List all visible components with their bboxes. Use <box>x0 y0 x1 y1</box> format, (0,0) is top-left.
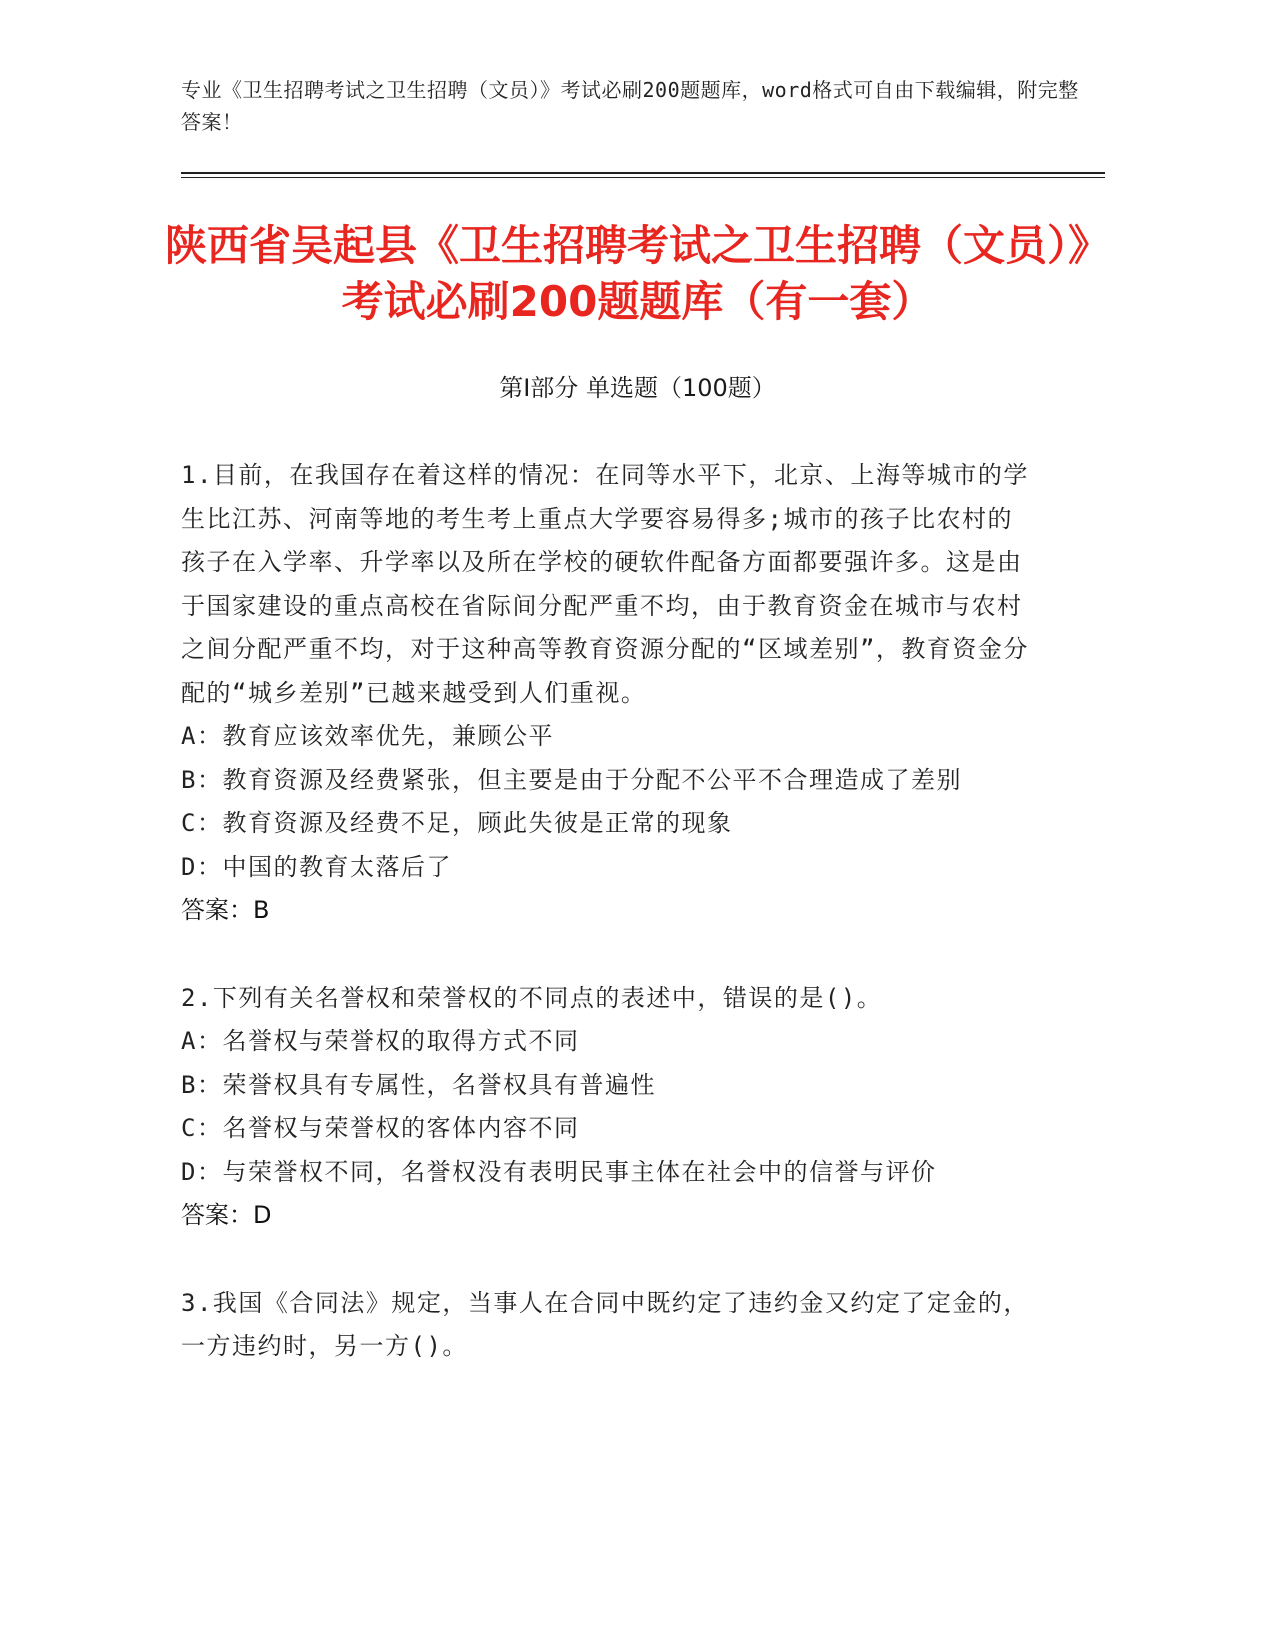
option-d: D：与荣誉权不同，名誉权没有表明民事主体在社会中的信誉与评价 <box>181 1157 937 1186</box>
section-title: 第I部分 单选题（100题） <box>499 374 776 402</box>
header-divider-thin <box>181 177 1105 178</box>
option-c: C：名誉权与荣誉权的客体内容不同 <box>181 1114 580 1142</box>
document-title: 陕西省吴起县《卫生招聘考试之卫生招聘（文员）》考试必刷200题题库（有一套） <box>164 221 1110 326</box>
question-2 <box>181 977 1031 1238</box>
option-b: B：荣誉权具有专属性，名誉权具有普遍性 <box>181 1070 656 1099</box>
question-1 <box>181 454 1031 933</box>
header-divider-thick <box>181 172 1105 174</box>
header-note: 专业《卫生招聘考试之卫生招聘（文员）》考试必刷200题题库，word格式可自由下载编辑，附完整答案！ <box>181 78 1079 134</box>
question-text: 1.目前，在我国存在着这样的情况：在同等水平下，北京、上海等城市的学生比江苏、河南等地的考生考上重点大学要容易得多;城市的孩子比农村的孩子在入学率、升学率以及所在学校的硬软件配备方面都要强许多。这是由于国家建设的重点高校在省际间分配严重不均，由于教育资金在城市与农村之间分配严重不均，对于这种高等教育资源分配的“区域差别”，教育资金分配的“城乡差别”已越来越受到人们重视。 <box>181 461 1029 707</box>
question-text: 2.下列有关名誉权和荣誉权的不同点的表述中，错误的是()。 <box>181 983 883 1012</box>
option-d: D：中国的教育太落后了 <box>181 852 452 881</box>
question-text: 3.我国《合同法》规定，当事人在合同中既约定了违约金又约定了定金的，一方违约时，另一方()。 <box>181 1288 1029 1360</box>
option-a: A：教育应该效率优先，兼顾公平 <box>181 722 554 750</box>
question-list <box>181 454 1031 1413</box>
option-b: B：教育资源及经费紧张，但主要是由于分配不公平不合理造成了差别 <box>181 765 962 794</box>
answer: 答案：D <box>181 1201 272 1229</box>
option-c: C：教育资源及经费不足，顾此失彼是正常的现象 <box>181 809 733 837</box>
option-a: A：名誉权与荣誉权的取得方式不同 <box>181 1027 580 1055</box>
answer: 答案：B <box>181 896 270 924</box>
question-3 <box>181 1282 1031 1369</box>
